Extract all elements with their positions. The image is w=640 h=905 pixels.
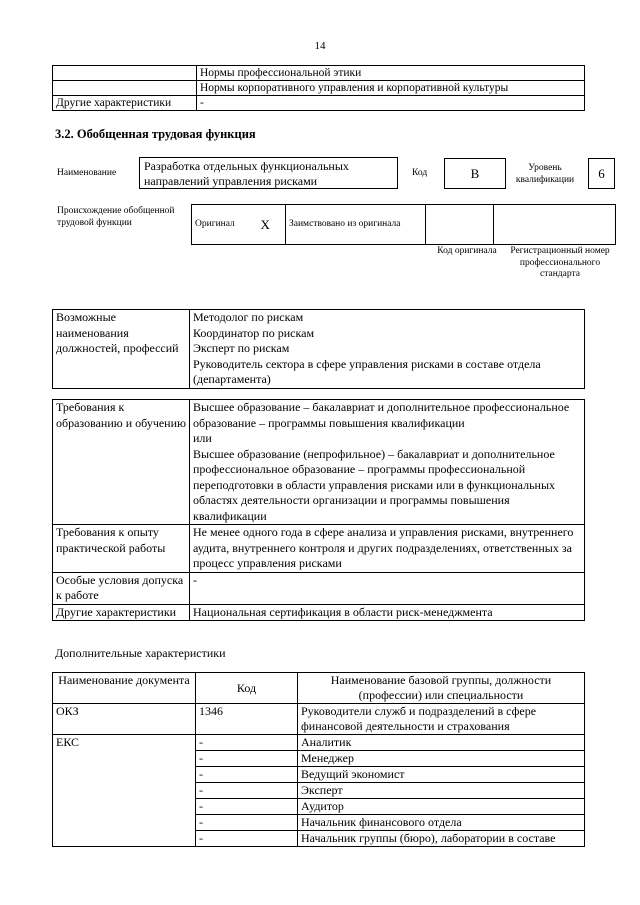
table-cell: Нормы профессиональной этики bbox=[197, 66, 585, 81]
table-row bbox=[53, 604, 585, 621]
table-cell: - bbox=[196, 831, 298, 847]
table-row bbox=[53, 704, 585, 735]
table-header-row bbox=[53, 673, 585, 704]
additional-title: Дополнительные характеристики bbox=[55, 646, 226, 660]
table-cell: - bbox=[196, 783, 298, 799]
table-row bbox=[53, 96, 585, 111]
requirement-value: Не менее одного года в сфере анализа и управления рисками, внутреннего аудита, внутреннего контроля и других подразделениях, ответственных за процесс управления рисками bbox=[190, 525, 585, 573]
table-cell: - bbox=[196, 751, 298, 767]
list-item: Эксперт по рискам bbox=[193, 341, 290, 355]
column-header: Наименование документа bbox=[53, 673, 196, 704]
table-cell: Аудитор bbox=[298, 799, 585, 815]
function-name: Разработка отдельных функциональных направлений управления рисками bbox=[139, 157, 398, 189]
additional-table bbox=[52, 672, 585, 847]
original-mark: X bbox=[246, 205, 286, 245]
table-cell: Эксперт bbox=[298, 783, 585, 799]
requirement-value: Национальная сертификация в области риск-менеджмента bbox=[190, 604, 585, 621]
column-header: Код bbox=[196, 673, 298, 704]
code-label: Код bbox=[412, 168, 428, 178]
table-cell: Ведущий экономист bbox=[298, 767, 585, 783]
reg-number-cell bbox=[494, 205, 616, 245]
table-row bbox=[53, 572, 585, 604]
positions-list bbox=[190, 310, 585, 389]
table-cell: Нормы корпоративного управления и корпоративной культуры bbox=[197, 81, 585, 96]
level-label: Уровень квалификации bbox=[515, 163, 575, 185]
table-row bbox=[53, 525, 585, 573]
top-table bbox=[52, 65, 585, 111]
column-header: Наименование базовой группы, должности (профессии) или специальности bbox=[298, 673, 585, 704]
origin-label: Происхождение обобщенной трудовой функции bbox=[57, 206, 175, 228]
requirement-label: Особые условия допуска к работе bbox=[53, 572, 190, 604]
table-cell: - bbox=[196, 735, 298, 751]
table-row bbox=[53, 310, 585, 389]
table-row bbox=[53, 735, 585, 751]
reg-caption: Регистрационный номер профессионального стандарта bbox=[510, 246, 610, 279]
name-label: Наименование bbox=[57, 168, 117, 178]
list-item: Методолог по рискам bbox=[193, 310, 304, 324]
level-value: 6 bbox=[588, 158, 615, 189]
table-cell: 1346 bbox=[196, 704, 298, 735]
requirements-table bbox=[52, 399, 585, 621]
list-item: Руководитель сектора в сфере управления рисками в составе отдела (департамента) bbox=[193, 356, 541, 386]
table-cell: Менеджер bbox=[298, 751, 585, 767]
origin-table bbox=[191, 204, 616, 245]
table-cell bbox=[53, 66, 197, 81]
table-cell: - bbox=[197, 96, 585, 111]
positions-label: Возможные наименования должностей, профессий bbox=[53, 310, 190, 389]
requirement-label: Требования к опыту практической работы bbox=[53, 525, 190, 573]
table-cell bbox=[53, 81, 197, 96]
table-row bbox=[53, 400, 585, 525]
requirement-value: - bbox=[190, 572, 585, 604]
table-cell: - bbox=[196, 799, 298, 815]
table-cell: Начальник финансового отдела bbox=[298, 815, 585, 831]
page-number: 14 bbox=[314, 40, 326, 52]
code-caption: Код оригинала bbox=[437, 246, 497, 256]
requirement-value: Высшее образование – бакалавриат и дополнительное профессиональное образование – программы повышения квалификации или Высшее образование (непрофильное) – бакалавриат и дополнительное профессиональное образование – программы профессиональной переподготовки в области управления рисками или в функциональных областях деятельности организации и программы повышения квалификации bbox=[190, 400, 585, 525]
table-row bbox=[53, 66, 585, 81]
section-title: 3.2. Обобщенная трудовая функция bbox=[55, 127, 256, 141]
table-cell: Другие характеристики bbox=[53, 96, 197, 111]
code-original-cell bbox=[426, 205, 494, 245]
code-value: B bbox=[444, 158, 506, 189]
original-label: Оригинал bbox=[192, 205, 246, 245]
requirement-label: Требования к образованию и обучению bbox=[53, 400, 190, 525]
table-cell: Аналитик bbox=[298, 735, 585, 751]
list-item: Координатор по рискам bbox=[193, 325, 315, 340]
table-cell: - bbox=[196, 815, 298, 831]
table-cell: Руководители служб и подразделений в сфере финансовой деятельности и страхования bbox=[298, 704, 585, 735]
borrowed-label: Заимствовано из оригинала bbox=[286, 205, 426, 245]
table-cell: ЕКС bbox=[53, 735, 196, 847]
table-cell: Начальник группы (бюро), лаборатории в составе bbox=[298, 831, 585, 847]
table-cell: ОКЗ bbox=[53, 704, 196, 735]
positions-table bbox=[52, 309, 585, 389]
table-row bbox=[53, 81, 585, 96]
requirement-label: Другие характеристики bbox=[53, 604, 190, 621]
table-cell: - bbox=[196, 767, 298, 783]
